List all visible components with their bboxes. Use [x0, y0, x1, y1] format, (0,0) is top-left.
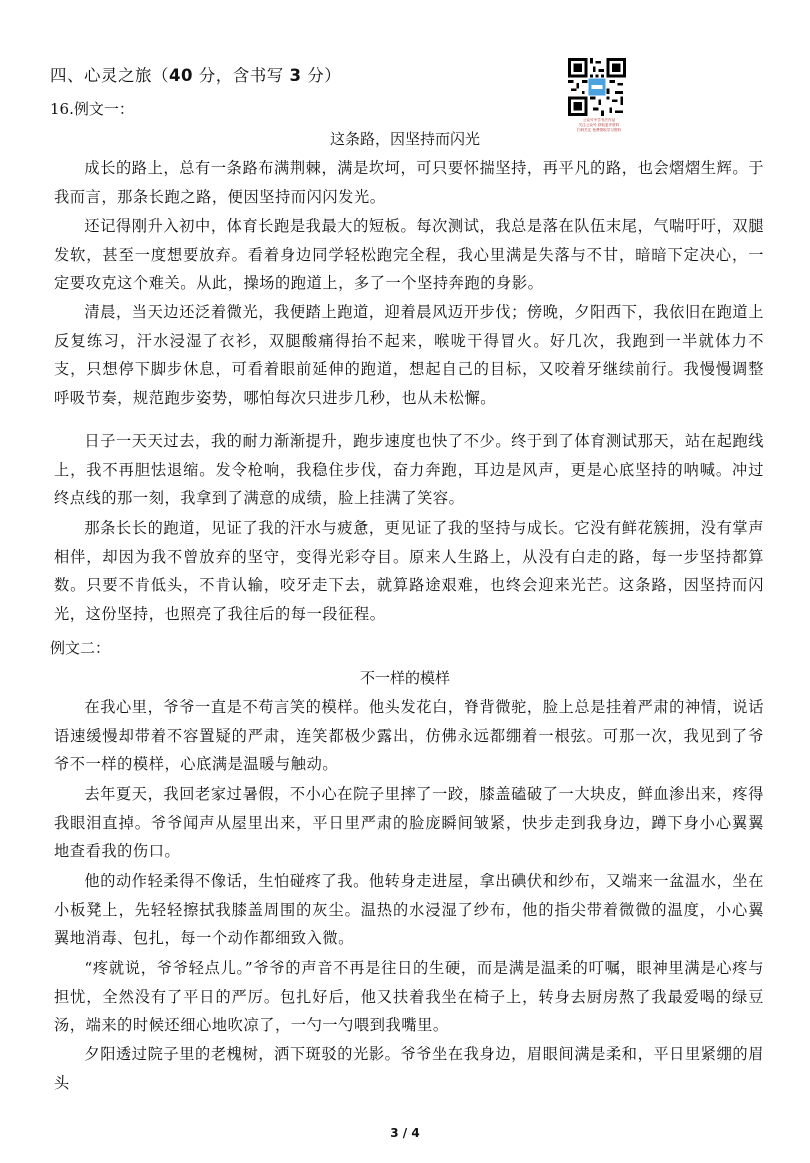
- section-title-suffix: 分）: [301, 66, 342, 85]
- question-label: 16.例文一：: [50, 100, 134, 118]
- qr-caption-line: 关注公众号 获取更多资料: [578, 123, 620, 127]
- writing-score: 3: [289, 66, 302, 85]
- essay2-paragraph: 夕阳透过院子里的老槐树，洒下斑驳的光影。爷爷坐在我身边，眉眼间满是柔和，平日里紧绷的眉头: [54, 1045, 764, 1092]
- section-score: 40: [169, 66, 193, 85]
- essay2-paragraph: 在我心里，爷爷一直是不苟言笑的模样。他头发花白，脊背微驼，脸上总是挂着严肃的神情，说话语速缓慢却带着不容置疑的严肃，连笑都极少露出，仿佛永远都绷着一根弦。可那一次，我见到了爷爷不一样的模样，心底满是温暖与触动。: [54, 698, 764, 773]
- qr-caption-line: 扫码关注 免费领取学习资料: [576, 128, 622, 132]
- essay1-paragraph: 清晨，当天边还泛着微光，我便踏上跑道，迎着晨风迈开步伐；傍晚，夕阳西下，我依旧在跑道上反复练习，汗水浸湿了衣衫，双腿酸痛得抬不起来，喉咙干得冒火。好几次，我跑到一半就体力不支，只想停下脚步休息，可看着眼前延伸的跑道，想起自己的目标，又咬着牙继续前行。我慢慢调整呼吸节奏，规范跑步姿势，哪怕每次只进步几秒，也从未松懈。: [54, 303, 764, 407]
- qr-caption-line: 公众号中学书法作品: [582, 118, 616, 122]
- essay1-paragraph: 还记得刚升入初中，体育长跑是我最大的短板。每次测试，我总是落在队伍末尾，气喘吁吁，双腿发软，甚至一度想要放弃。看着身边同学轻松跑完全程，我心里满是失落与不甘，暗暗下定决心，一定要攻克这个难关。从此，操场的跑道上，多了一个坚持奔跑的身影。: [54, 217, 764, 292]
- section-title: [50, 62, 341, 86]
- essay2-paragraph: 他的动作轻柔得不像话，生怕碰疼了我。他转身走进屋，拿出碘伏和纱布，又端来一盆温水，坐在小板凳上，先轻轻擦拭我膝盖周围的灰尘。温热的水浸湿了纱布，他的指尖带着微微的温度，小心翼翼地消毒、包扎，每一个动作都细致入微。: [54, 872, 764, 947]
- essay1-title: 这条路，因坚持而闪光: [329, 130, 480, 148]
- essay1-paragraph: 那条长长的跑道，见证了我的汗水与疲惫，更见证了我的坚持与成长。它没有鲜花簇拥，没有掌声相伴，却因为我不曾放弃的坚守，变得光彩夺目。原来人生路上，从没有白走的路，每一步坚持都算数。只要不肯低头，不肯认输，咬牙走下去，就算路途艰难，也终会迎来光芒。这条路，因坚持而闪光，这份坚持，也照亮了我往后的每一段征程。: [54, 519, 764, 623]
- page-number: 3 / 4: [390, 1126, 420, 1140]
- essay1-paragraph: 成长的路上，总有一条路布满荆棘，满是坎坷，可只要怀揣坚持，再平凡的路，也会熠熠生辉。于我而言，那条长跑之路，便因坚持而闪闪发光。: [54, 159, 764, 206]
- example2-label: 例文二：: [50, 639, 111, 657]
- essay1-paragraph: 日子一天天过去，我的耐力渐渐提升，跑步速度也快了不少。终于到了体育测试那天，站在起跑线上，我不再胆怯退缩。发令枪响，我稳住步伐，奋力奔跑，耳边是风声，更是心底坚持的呐喊。冲过终点线的那一刻，我拿到了满意的成绩，脸上挂满了笑容。: [54, 432, 764, 507]
- section-title-prefix: 四、心灵之旅（: [50, 66, 169, 85]
- essay2-paragraph: 去年夏天，我回老家过暑假，不小心在院子里摔了一跤，膝盖磕破了一大块皮，鲜血渗出来，疼得我眼泪直掉。爷爷闻声从屋里出来，平日里严肃的脸庞瞬间皱紧，快步走到我身边，蹲下身小心翼翼地查看我的伤口。: [54, 785, 764, 860]
- essay2-paragraph: “疼就说，爷爷轻点儿。”爷爷的声音不再是往日的生硬，而是满是温柔的叮嘱，眼神里满是心疼与担忧，全然没有了平日的严厉。包扎好后，他又扶着我坐在椅子上，转身去厨房熬了我最爱喝的绿豆汤，端来的时候还细心地吹凉了，一勺一勺喂到我嘴里。: [54, 959, 764, 1034]
- qr-code-icon[interactable]: [567, 58, 627, 116]
- section-title-mid: 分，含书写: [192, 66, 290, 85]
- essay2-title: 不一样的模样: [359, 669, 450, 687]
